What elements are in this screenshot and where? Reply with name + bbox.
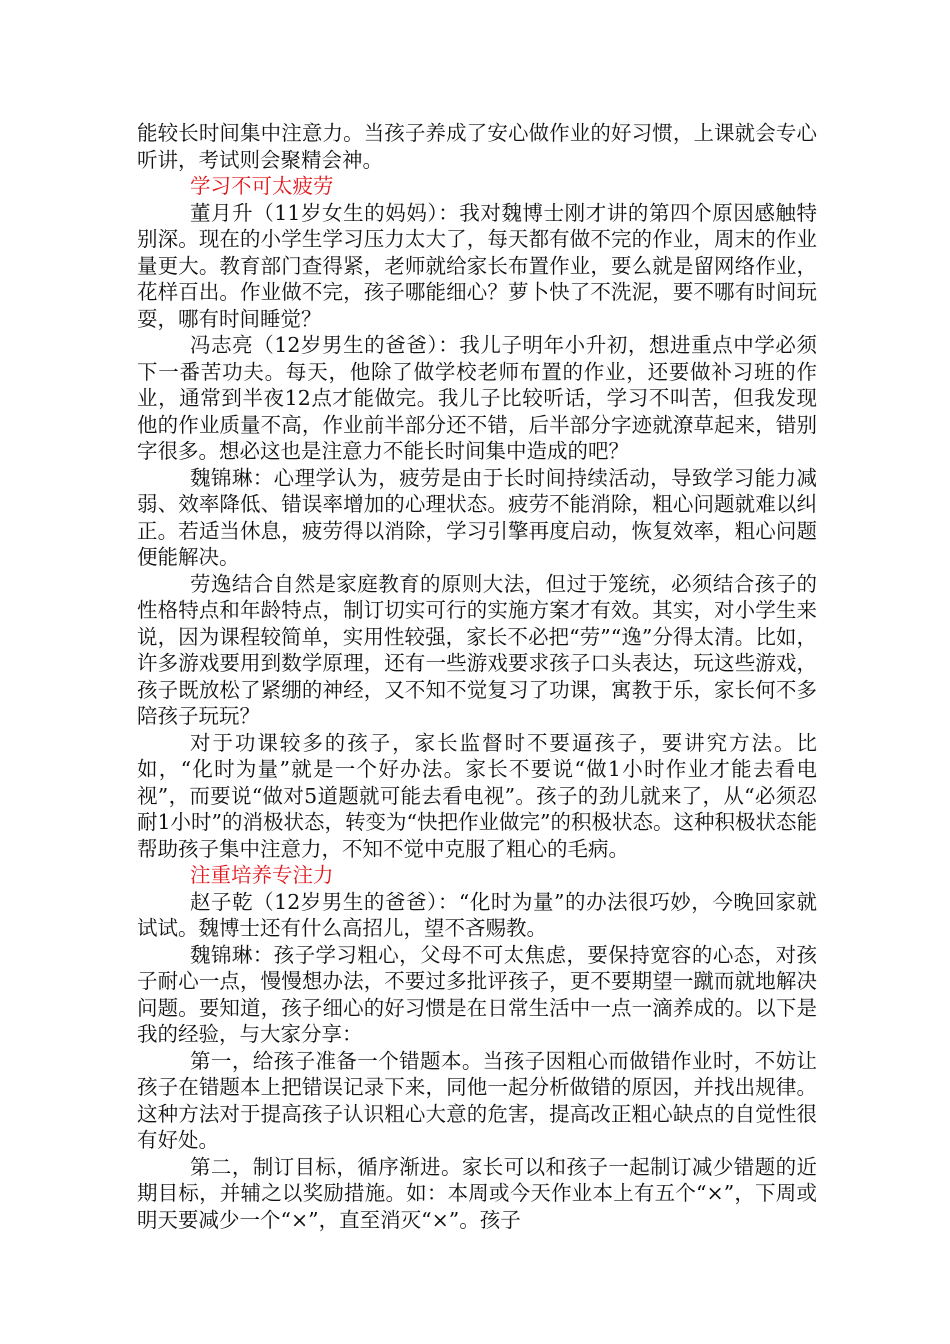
section-heading-focus: 注重培养专注力 [190, 863, 334, 887]
section-heading-fatigue: 学习不可太疲劳 [190, 174, 334, 198]
document-body [137, 120, 817, 1233]
paragraph-tip-error-notebook: 第一，给孩子准备一个错题本。当孩子因粗心而做错作业时，不妨让孩子在错题本上把错误记录下来，同他一起分析做错的原因，并找出规律。这种方法对于提高孩子认识粗心大意的危害，提高改正粗心缺点的自觉性很有好处。 [137, 1048, 817, 1152]
paragraph-work-rest-balance: 劳逸结合自然是家庭教育的原则大法，但过于笼统，必须结合孩子的性格特点和年龄特点，制订切实可行的实施方案才有效。其实，对小学生来说，因为课程较简单，实用性较强，家长不必把“劳”“逸”分得太清。比如，许多游戏要用到数学原理，还有一些游戏要求孩子口头表达，玩这些游戏，孩子既放松了紧绷的神经，又不知不觉复习了功课，寓教于乐，家长何不多陪孩子玩玩？ [137, 571, 817, 728]
paragraph-wei-jinlin-advice: 魏锦琳：孩子学习粗心，父母不可太焦虑，要保持宽容的心态，对孩子耐心一点，慢慢想办法，不要过多批评孩子，更不要期望一蹴而就地解决问题。要知道，孩子细心的好习惯是在日常生活中一点一滴养成的。以下是我的经验，与大家分享： [137, 942, 817, 1046]
paragraph-wei-jinlin-fatigue: 魏锦琳：心理学认为，疲劳是由于长时间持续活动，导致学习能力减弱、效率降低、错误率增加的心理状态。疲劳不能消除，粗心问题就难以纠正。若适当休息，疲劳得以消除，学习引擎再度启动，恢复效率，粗心问题便能解决。 [137, 465, 817, 569]
paragraph-time-to-quantity: 对于功课较多的孩子，家长监督时不要逼孩子，要讲究方法。比如，“化时为量”就是一个好办法。家长不要说“做1小时作业才能去看电视”，而要说“做对5道题就可能去看电视”。孩子的劲儿就来了，从“必须忍耐1小时”的消极状态，转变为“快把作业做完”的积极状态。这种积极状态能帮助孩子集中注意力，不知不觉中克服了粗心的毛病。 [137, 730, 817, 861]
paragraph-zhao-ziqian: 赵子乾（12岁男生的爸爸）：“化时为量”的办法很巧妙，今晚回家就试试。魏博士还有什么高招儿，望不吝赐教。 [137, 889, 817, 940]
paragraph-intro: 能较长时间集中注意力。当孩子养成了安心做作业的好习惯，上课就会专心听讲，考试则会聚精会神。 [137, 121, 817, 172]
paragraph-tip-goals: 第二，制订目标，循序渐进。家长可以和孩子一起制订减少错题的近期目标，并辅之以奖励措施。如：本周或今天作业本上有五个“×”，下周或明天要减少一个“×”，直至消灭“×”。孩子 [137, 1154, 817, 1232]
paragraph-dong-yuesheng: 董月升（11岁女生的妈妈）：我对魏博士刚才讲的第四个原因感触特别深。现在的小学生学习压力太大了，每天都有做不完的作业，周末的作业量更大。教育部门查得紧，老师就给家长布置作业，要么就是留网络作业，花样百出。作业做不完，孩子哪能细心？萝卜快了不洗泥，要不哪有时间玩耍，哪有时间睡觉？ [137, 200, 817, 331]
paragraph-feng-zhiliang: 冯志亮（12岁男生的爸爸）：我儿子明年小升初，想进重点中学必须下一番苦功夫。每天，他除了做学校老师布置的作业，还要做补习班的作业，通常到半夜12点才能做完。我儿子比较听话，学习不叫苦，但我发现他的作业质量不高，作业前半部分还不错，后半部分字迹就潦草起来，错别字很多。想必这也是注意力不能长时间集中造成的吧？ [137, 333, 817, 463]
